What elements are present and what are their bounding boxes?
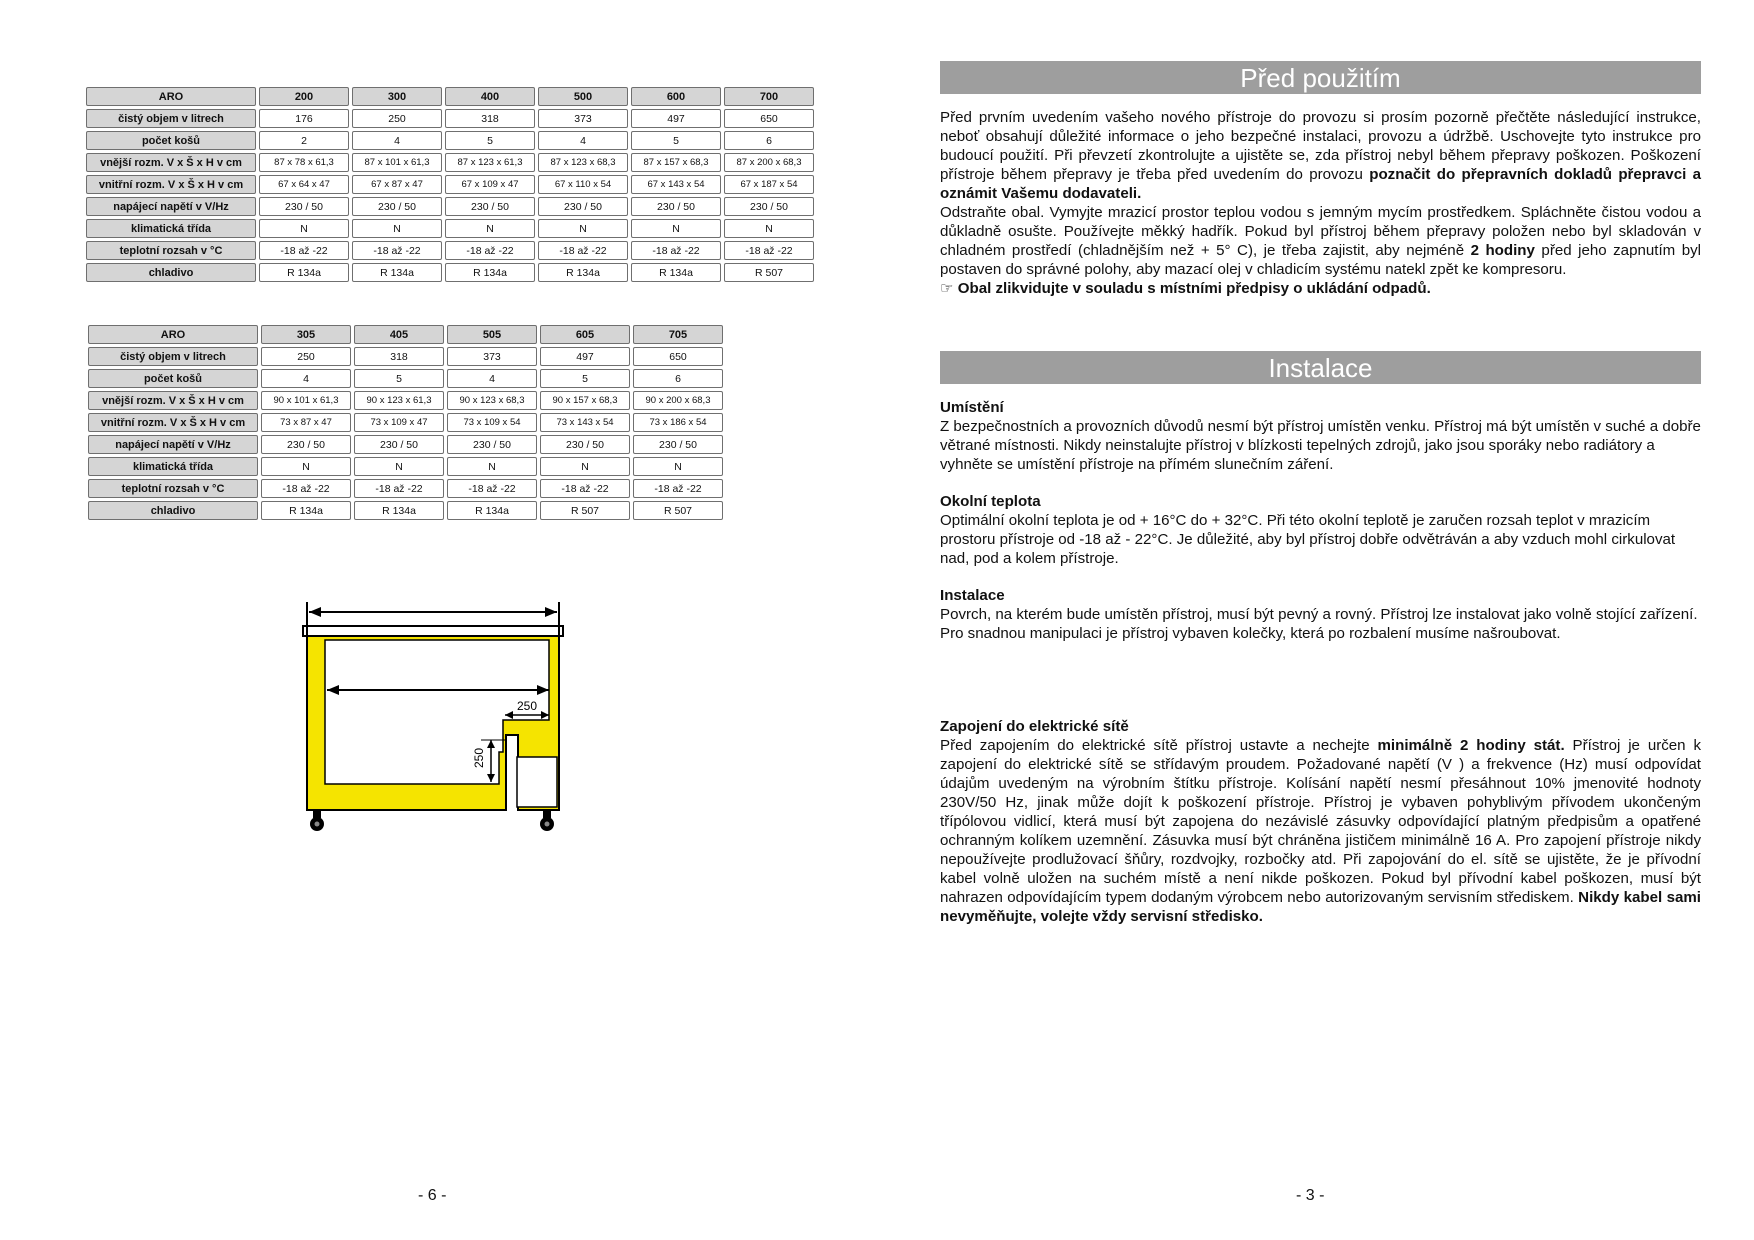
table-cell: 67 x 64 x 47 [259,175,349,194]
table-header-label: ARO [86,87,256,106]
table-cell: 373 [447,347,537,366]
table-cell: 4 [538,131,628,150]
row-label: chladivo [86,263,256,282]
section-placement [940,398,1701,474]
ambient-text: Optimální okolní teplota je od + 16°C do + 32°C. Při této okolní teplotě je zaručen rozsah teplot v mrazicím prostoru přístroje od -18 až - 22°C. Je důležité, aby byl přístroj dobře odvětráván a aby vzduch mohl cirkulovat nad, pod a kolem přístroje. [940,512,1676,567]
model-header: 600 [631,87,721,106]
table-row [88,435,723,454]
table-cell: 6 [724,131,814,150]
table-cell: R 134a [445,263,535,282]
model-header: 305 [261,325,351,344]
intro-paragraph-1: Před prvním uvedením vašeho nového přístroje do provozu si prosím pozorně přečtěte následující instrukce, neboť obsahují důležité informace o jeho bezpečné instalaci, provozu a údržbě. Uschovejte tyto instrukce pro budoucí použití. Při převzetí zkontrolujte a ujistěte se, zda přístroj nebyl během přepravy poškozen. Poškození přístroje během přepravy je třeba před uvedením do provozu poznačit do přepravních dokladů přepravci a oznámit Vašemu dodavateli. [940,109,1701,202]
row-label: vnitřní rozm. V x Š x H v cm [88,413,258,432]
model-header: 405 [354,325,444,344]
dim-width-label: 250 [517,699,538,713]
table-cell: 73 x 109 x 54 [447,413,537,432]
table-cell: -18 až -22 [538,241,628,260]
table-cell: -18 až -22 [354,479,444,498]
table-cell: 230 / 50 [538,197,628,216]
row-label: klimatická třída [88,457,258,476]
table-cell: 250 [261,347,351,366]
table-cell: N [354,457,444,476]
table-cell: 5 [354,369,444,388]
table-cell: R 134a [261,501,351,520]
pointing-hand-icon: ☞ [940,280,954,297]
row-label: teplotní rozsah v °C [86,241,256,260]
model-header: 700 [724,87,814,106]
table-header-row [88,325,723,344]
table-cell: 90 x 101 x 61,3 [261,391,351,410]
table-cell: 497 [540,347,630,366]
table-cell: 230 / 50 [631,197,721,216]
table-cell: 90 x 157 x 68,3 [540,391,630,410]
table-row [88,479,723,498]
table-row [88,413,723,432]
table-cell: R 507 [633,501,723,520]
table-header-label: ARO [88,325,258,344]
table-cell: -18 až -22 [259,241,349,260]
table-cell: 87 x 123 x 68,3 [538,153,628,172]
table-cell: 650 [724,109,814,128]
table-cell: 230 / 50 [261,435,351,454]
table-cell: -18 až -22 [633,479,723,498]
row-label: čistý objem v litrech [88,347,258,366]
table-row [86,131,814,150]
table-row [88,369,723,388]
row-label: počet košů [86,131,256,150]
electrical-heading: Zapojení do elektrické sítě [940,718,1129,735]
table-cell: 230 / 50 [352,197,442,216]
row-label: teplotní rozsah v °C [88,479,258,498]
row-label: chladivo [88,501,258,520]
model-header: 300 [352,87,442,106]
installation-text: Povrch, na kterém bude umístěn přístroj, musí být pevný a rovný. Přístroj lze instalovat jako volně stojící zařízení. Pro snadnou manipulaci je přístroj vybaven kolečky, která po rozbalení musíme našroubovat. [940,606,1698,642]
table-cell: R 507 [724,263,814,282]
freezer-dimension-diagram [295,592,585,837]
table-cell: -18 až -22 [447,479,537,498]
installation-heading: Instalace [940,587,1005,604]
model-header: 605 [540,325,630,344]
row-label: klimatická třída [86,219,256,238]
section-banner-installation: Instalace [940,351,1701,384]
table-cell: 73 x 109 x 47 [354,413,444,432]
intro-paragraph-2: Odstraňte obal. Vymyjte mrazicí prostor teplou vodou s jemným mycím prostředkem. Spláchněte čistou vodou a důkladně osušte. Používejte měkký hadřík. Pokud byl přístroj během přepravy položen nebo byl skladován v chladném prostředí (chladnějším než + 5° C), je třeba zajistit, aby nejméně 2 hodiny před jeho zapnutím byl postaven do správné polohy, aby mazací olej v chladicím systému natekl zpět ke kompresoru. [940,204,1701,278]
disposal-note: ☞ Obal zlikvidujte v souladu s místními předpisy o ukládání odpadů. [940,280,1431,297]
section-installation [940,586,1701,643]
table-cell: 90 x 123 x 61,3 [354,391,444,410]
freezer-inner-cavity [325,640,549,784]
table-row [86,263,814,282]
table-row [88,501,723,520]
table-cell: R 507 [540,501,630,520]
table-cell: 230 / 50 [540,435,630,454]
table-cell: N [445,219,535,238]
table-cell: 318 [354,347,444,366]
table-cell: 230 / 50 [633,435,723,454]
table-cell: N [724,219,814,238]
section-banner-before-use: Před použitím [940,61,1701,94]
table-cell: 73 x 143 x 54 [540,413,630,432]
table-cell: 2 [259,131,349,150]
model-header: 505 [447,325,537,344]
spec-table-2 [85,322,726,523]
table-cell: 67 x 143 x 54 [631,175,721,194]
table-row [86,175,814,194]
table-cell: N [261,457,351,476]
row-label: počet košů [88,369,258,388]
section-ambient-temperature [940,492,1701,568]
row-label: napájecí napětí v V/Hz [86,197,256,216]
table-cell: N [352,219,442,238]
table-cell: 230 / 50 [724,197,814,216]
table-row [86,219,814,238]
model-header: 500 [538,87,628,106]
table-cell: 5 [445,131,535,150]
spec-table-1 [83,84,817,285]
placement-heading: Umístění [940,399,1004,416]
row-label: napájecí napětí v V/Hz [88,435,258,454]
table-cell: 87 x 157 x 68,3 [631,153,721,172]
table-cell: 650 [633,347,723,366]
table-cell: 4 [352,131,442,150]
table-cell: N [633,457,723,476]
table-cell: 6 [633,369,723,388]
row-label: čistý objem v litrech [86,109,256,128]
table-row [88,457,723,476]
table-cell: 230 / 50 [259,197,349,216]
table-cell: 230 / 50 [354,435,444,454]
table-cell: 67 x 187 x 54 [724,175,814,194]
table-cell: N [447,457,537,476]
model-header: 200 [259,87,349,106]
row-label: vnější rozm. V x Š x H v cm [86,153,256,172]
table-cell: 87 x 123 x 61,3 [445,153,535,172]
table-cell: 250 [352,109,442,128]
table-cell: R 134a [447,501,537,520]
table-cell: N [540,457,630,476]
table-cell: 230 / 50 [445,197,535,216]
table-cell: 373 [538,109,628,128]
table-cell: 87 x 101 x 61,3 [352,153,442,172]
table-cell: 90 x 200 x 68,3 [633,391,723,410]
table-cell: N [631,219,721,238]
model-header: 705 [633,325,723,344]
table-cell: 5 [540,369,630,388]
intro-text [940,108,1701,298]
page-number-right: - 3 - [1296,1187,1325,1204]
row-label: vnitřní rozm. V x Š x H v cm [86,175,256,194]
table-cell: 90 x 123 x 68,3 [447,391,537,410]
table-cell: 4 [261,369,351,388]
table-cell: 230 / 50 [447,435,537,454]
table-cell: -18 až -22 [445,241,535,260]
table-cell: 87 x 200 x 68,3 [724,153,814,172]
page-number-left: - 6 - [418,1187,447,1204]
table-cell: 67 x 110 x 54 [538,175,628,194]
section-electrical [940,717,1701,926]
freezer-lid [303,626,563,636]
table-cell: R 134a [259,263,349,282]
table-cell: -18 až -22 [724,241,814,260]
table-cell: 73 x 87 x 47 [261,413,351,432]
electrical-text: Před zapojením do elektrické sítě přístroj ustavte a nechejte minimálně 2 hodiny stát. Přístroj je určen k zapojení do elektrické sítě se střídavým proudem. Požadované napětí (V ) a frekvence (Hz) musí odpovídat údajům uvedeným na výrobním štítku přístroje. Kolísání napětí nesmí přesáhnout 10% jmenovité hodnoty 230V/50 Hz, jinak může dojít k poškození přístroje. Přístroj je vybaven pohyblivým přívodem ukončeným třípólovou vidlicí, která musí být zapojena do nezávislé zásuvky odpovídající platným předpisům a opatřené ochranným kolíkem uzemnění. Zásuvka musí být chráněna jističem minimálně 16 A. Pro zapojení přístroje nikdy nepoužívejte prodlužovací šňůry, rozdvojky, rozbočky atd. Při zapojování do el. sítě se ujistěte, že je přívodní kabel volně uložen na suchém místě a není nikde poškozen. Pokud byl přívodní kabel poškozen, musí být nahrazen odpovídajícím typem dodaným výrobcem nebo autorizovaným servisním střediskem. Nikdy kabel sami nevyměňujte, volejte vždy servisní středisko. [940,737,1701,925]
table-row [88,391,723,410]
table-cell: 5 [631,131,721,150]
table-cell: -18 až -22 [261,479,351,498]
table-cell: R 134a [352,263,442,282]
table-cell: 318 [445,109,535,128]
table-cell: 87 x 78 x 61,3 [259,153,349,172]
table-cell: 4 [447,369,537,388]
table-header-row [86,87,814,106]
table-cell: 67 x 87 x 47 [352,175,442,194]
table-row [86,109,814,128]
table-cell: 497 [631,109,721,128]
table-row [86,241,814,260]
table-row [86,197,814,216]
table-cell: -18 až -22 [631,241,721,260]
right-page [877,0,1754,1240]
compressor-compartment [517,757,557,807]
table-cell: R 134a [538,263,628,282]
row-label: vnější rozm. V x Š x H v cm [88,391,258,410]
table-row [88,347,723,366]
table-cell: R 134a [354,501,444,520]
table-cell: -18 až -22 [540,479,630,498]
table-row [86,153,814,172]
ambient-heading: Okolní teplota [940,493,1041,510]
placement-text: Z bezpečnostních a provozních důvodů nesmí být přístroj umístěn venku. Přístroj má být umístěn v suché a dobře větrané místnosti. Nikdy neinstalujte přístroj v blízkosti tepelných zdrojů, jako jsou sporáky nebo radiátory a vyhněte se umístění přístroje na přímém slunečním záření. [940,418,1701,473]
model-header: 400 [445,87,535,106]
table-cell: R 134a [631,263,721,282]
table-cell: N [538,219,628,238]
dim-height-label: 250 [472,747,486,768]
table-cell: N [259,219,349,238]
table-cell: -18 až -22 [352,241,442,260]
table-cell: 176 [259,109,349,128]
table-cell: 73 x 186 x 54 [633,413,723,432]
table-cell: 67 x 109 x 47 [445,175,535,194]
